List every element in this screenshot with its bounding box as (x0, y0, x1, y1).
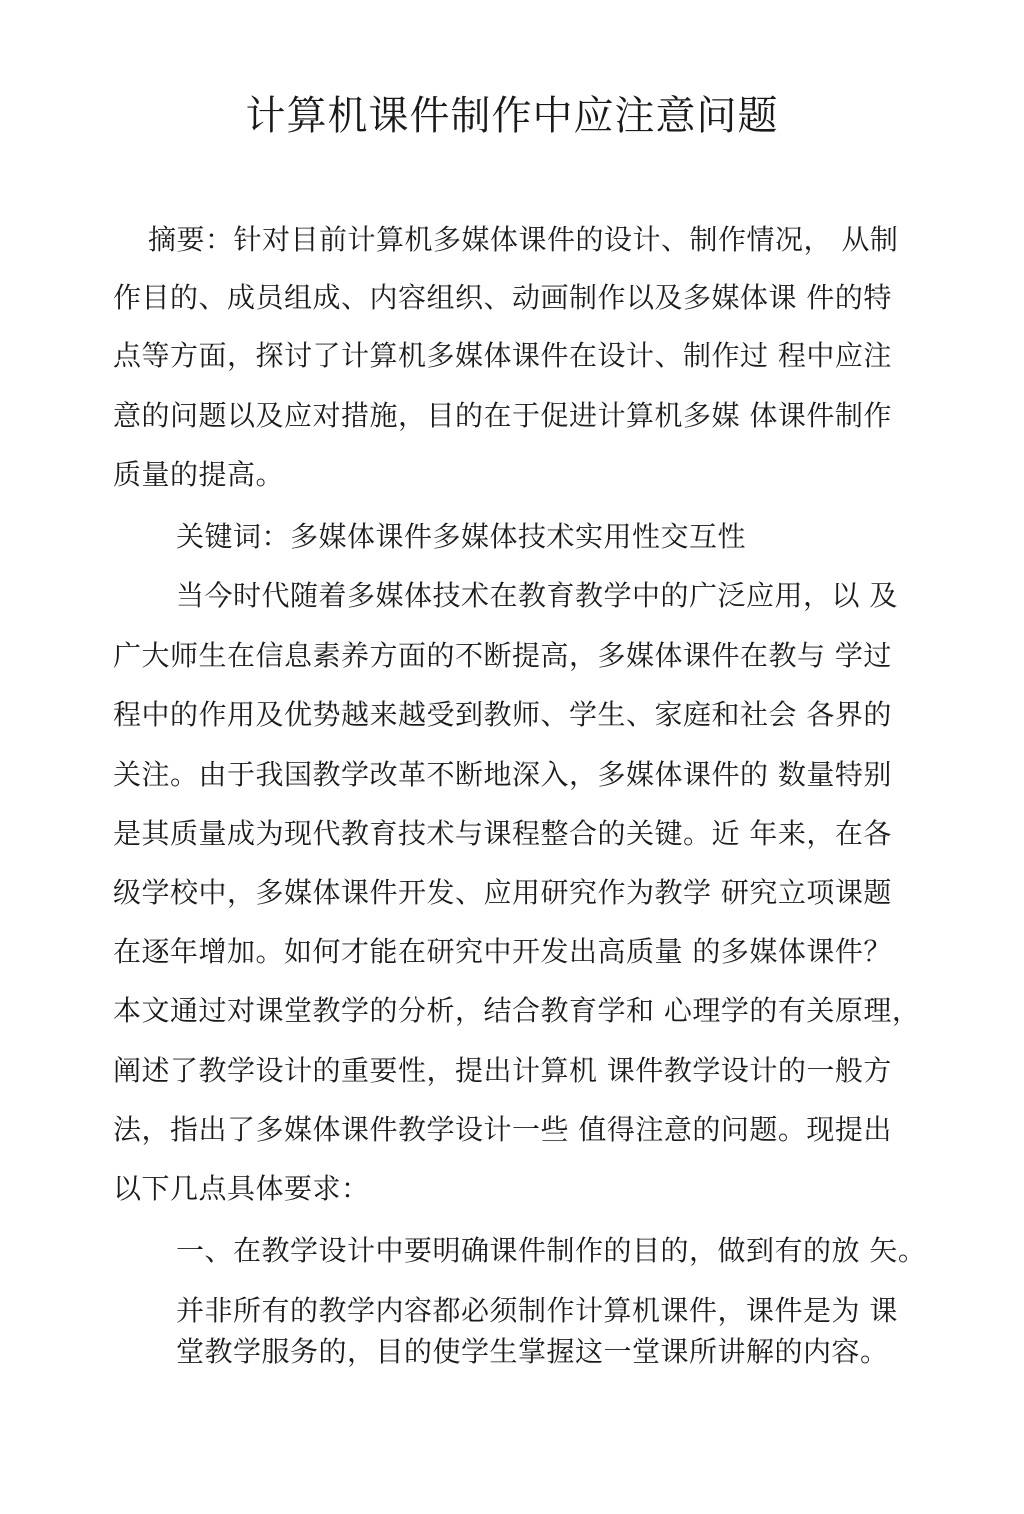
intro-line: 法，指出了多媒体课件教学设计一些 值得注意的问题。现提出 (113, 1113, 892, 1146)
section-line: 并非所有的教学内容都必须制作计算机课件，课件是为 课 (176, 1294, 898, 1327)
abstract-line: 摘要：针对目前计算机多媒体课件的设计、制作情况， 从制 (148, 223, 899, 256)
intro-line: 关注。由于我国教学改革不断地深入，多媒体课件的 数量特别 (113, 758, 892, 791)
intro-line: 是其质量成为现代教育技术与课程整合的关键。近 年来，在各 (113, 817, 892, 850)
abstract-line: 意的问题以及应对措施，目的在于促进计算机多媒 体课件制作 (113, 399, 892, 432)
section-heading: 一、在教学设计中要明确课件制作的目的，做到有的放 矢。 (176, 1234, 927, 1267)
intro-line: 在逐年增加。如何才能在研究中开发出高质量 的多媒体课件？ (113, 935, 892, 968)
keywords-line: 关键词：多媒体课件多媒体技术实用性交互性 (176, 520, 747, 553)
intro-line: 本文通过对课堂教学的分析，结合教育学和 心理学的有关原理， (113, 994, 921, 1027)
abstract-line: 作目的、成员组成、内容组织、动画制作以及多媒体课 件的特 (113, 281, 892, 314)
intro-line: 当今时代随着多媒体技术在教育教学中的广泛应用，以 及 (176, 579, 898, 612)
intro-line: 阐述了教学设计的重要性，提出计算机 课件教学设计的一般方 (113, 1054, 892, 1087)
abstract-line: 点等方面，探讨了计算机多媒体课件在设计、制作过 程中应注 (113, 339, 892, 372)
intro-line: 程中的作用及优势越来越受到教师、学生、家庭和社会 各界的 (113, 698, 892, 731)
intro-line: 以下几点具体要求： (113, 1172, 370, 1205)
abstract-line: 质量的提高。 (113, 458, 285, 491)
document-title: 计算机课件制作中应注意问题 (245, 93, 779, 139)
intro-line: 广大师生在信息素养方面的不断提高，多媒体课件在教与 学过 (113, 639, 892, 672)
section-line: 堂教学服务的，目的使学生掌握这一堂课所讲解的内容。 (176, 1335, 889, 1368)
intro-line: 级学校中，多媒体课件开发、应用研究作为教学 研究立项课题 (113, 876, 892, 909)
